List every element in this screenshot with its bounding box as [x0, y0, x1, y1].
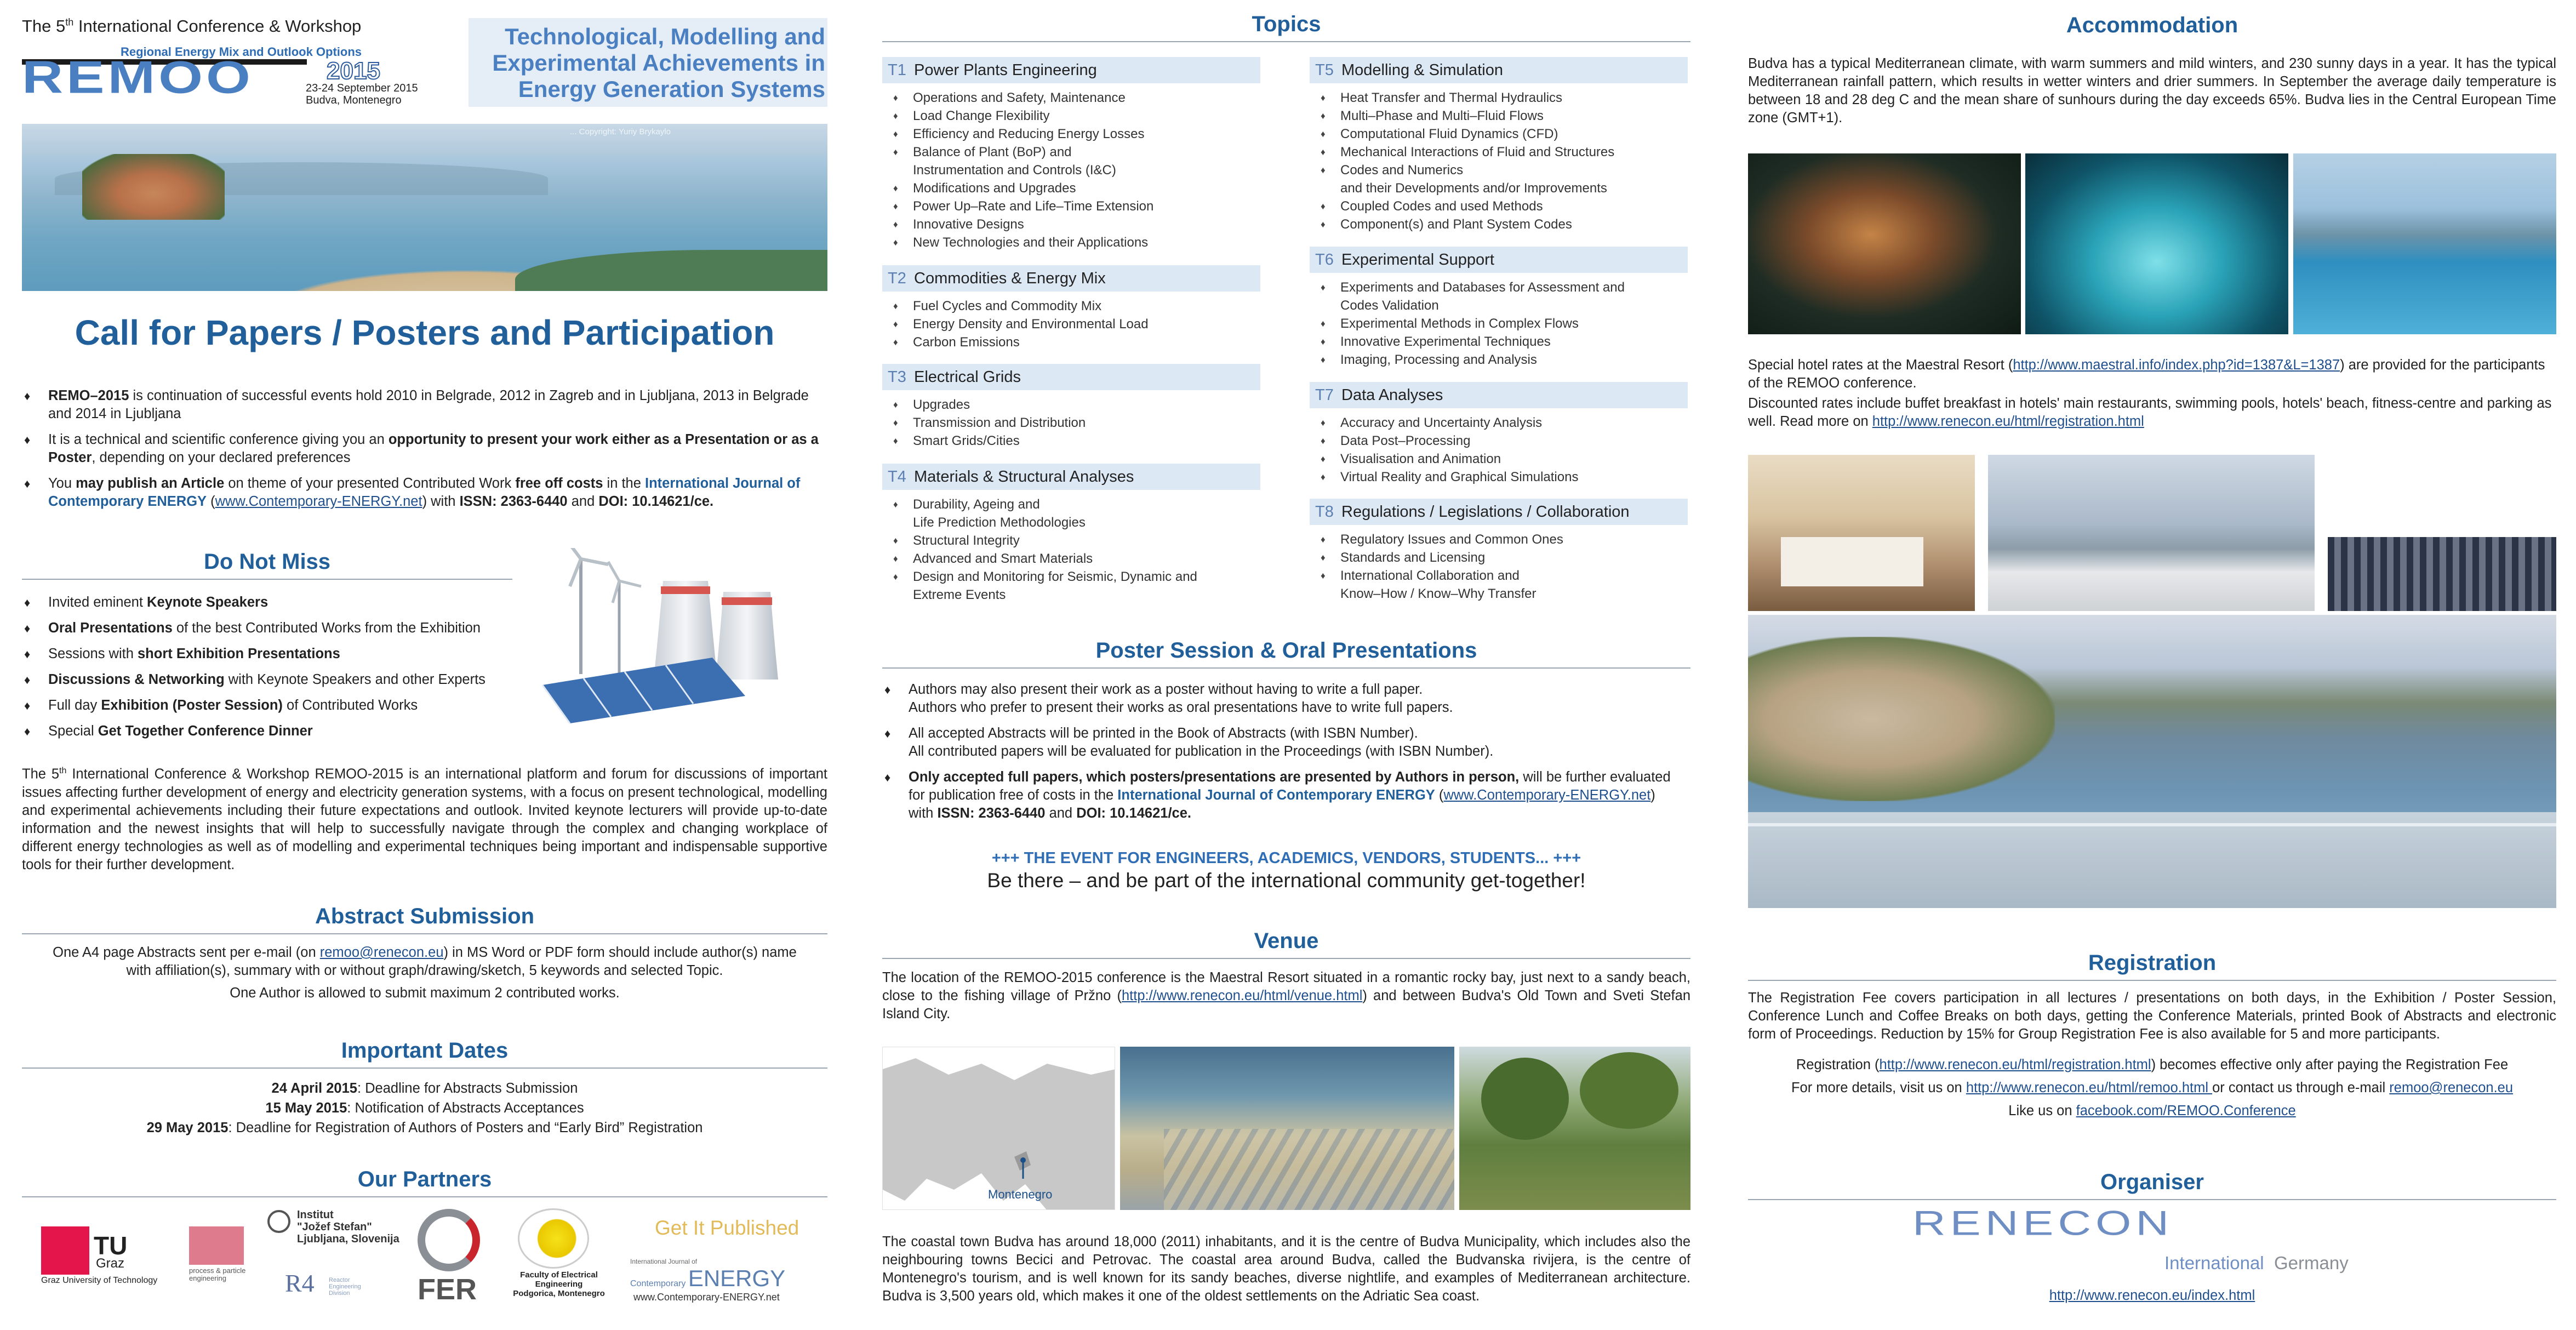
- facebook-link[interactable]: facebook.com/REMOO.Conference: [2076, 1103, 2296, 1118]
- topic-item: ♦ Durability, Ageing and: [882, 495, 1260, 513]
- topic-group: [1310, 382, 1688, 486]
- topic-item: ♦ Regulatory Issues and Common Ones: [1310, 530, 1688, 549]
- topic-item: ♦ Virtual Reality and Graphical Simulations: [1310, 468, 1688, 486]
- email-link[interactable]: remoo@renecon.eu: [2389, 1080, 2514, 1095]
- resort-bay-photo: [1748, 615, 2556, 908]
- do-not-miss-heading: Do Not Miss: [22, 550, 512, 580]
- intro-item: ♦ It is a technical and scientific conference giving you an opportunity to present your work either as a Presentation or as a Poster, depending on your declared preferences: [22, 431, 827, 467]
- beach-photo: [1120, 1047, 1454, 1210]
- topic-header: T4 Materials & Structural Analyses: [882, 464, 1260, 490]
- topic-item: ♦ Codes and Numerics: [1310, 161, 1688, 179]
- ppe-logo: [189, 1226, 244, 1265]
- topic-item: ♦ Energy Density and Environmental Load: [882, 315, 1260, 333]
- journal-link[interactable]: www.Contemporary-ENERGY.net: [1443, 787, 1651, 803]
- topic-item: ♦ Data Post–Processing: [1310, 432, 1688, 450]
- photo-credit: ... Copyright: Yuriy Brykaylo: [570, 127, 671, 136]
- email-link[interactable]: remoo@renecon.eu: [319, 945, 444, 960]
- topic-item: Codes Validation: [1340, 298, 1439, 313]
- registration-link[interactable]: http://www.renecon.eu/html/registration.html: [1879, 1057, 2151, 1072]
- topic-item: ♦ Fuel Cycles and Commodity Mix: [882, 297, 1260, 315]
- dnm-item: ♦ Full day Exhibition (Poster Session) of Contributed Works: [22, 697, 515, 715]
- get-it-published-logo: Get It Published: [655, 1217, 799, 1239]
- conference-hall-photo: [2328, 455, 2556, 611]
- accommodation-heading: Accommodation: [2066, 13, 2238, 37]
- fer-text: FER: [418, 1273, 477, 1306]
- budva-paragraph: The coastal town Budva has around 18,000 (2011) inhabitants, and it is the centre of Budva Municipality, which includes also the neighbouring towns Becici and Petrovac. The coastal area around Budva, called the Budvanska rivijera, is the centre of Montenegro's tourism, and is well known for its sandy beaches, diverse nightlife, and examples of Mediterranean architecture. Budva is 3,500 years old, which makes it one of the oldest settlements on the Adriatic Sea coast.: [882, 1234, 1690, 1304]
- abstract-heading: Abstract Submission: [22, 904, 827, 934]
- fer-logo: [418, 1209, 480, 1271]
- map-pin-head: [1020, 1157, 1026, 1163]
- topic-item: ♦ Computational Fluid Dynamics (CFD): [1310, 125, 1688, 143]
- renecon-subtitle: International Germany: [2164, 1253, 2349, 1273]
- event-slogan: +++ THE EVENT FOR ENGINEERS, ACADEMICS, VENDORS, STUDENTS... +++: [991, 849, 1581, 867]
- topic-item: ♦ International Collaboration and: [1310, 567, 1688, 585]
- poster-item: ♦ Authors may also present their work as a poster without having to write a full paper. Authors who prefer to present their works as oral presentations have to write full papers.: [882, 681, 1690, 717]
- topic-item: ♦ Efficiency and Reducing Energy Losses: [882, 125, 1260, 143]
- map-label: Montenegro: [988, 1188, 1053, 1201]
- topic-item: ♦ Component(s) and Plant System Codes: [1310, 215, 1688, 233]
- topic-header: T5 Modelling & Simulation: [1310, 57, 1688, 83]
- turbine-blades: [564, 548, 608, 586]
- topic-item: ♦ Innovative Experimental Techniques: [1310, 333, 1688, 351]
- poster-heading: Poster Session & Oral Presentations: [882, 638, 1690, 669]
- topic-item: ♦ Transmission and Distribution: [882, 414, 1260, 432]
- about-paragraph: The 5th International Conference & Workshop REMOO-2015 is an international platform and forum for discussions of important issues affecting further development of energy and electricity generation systems, with a focus on present technological, modelling and experimental achievements including their future expectations and outlook. Invited keynote lecturers will provide up-to-date information and the newest insights that will help to successfully navigate through the complex and changing workplace of different energy technologies as well as of modelling and experimental techniques being important and indispensable supportive tools for their further development.: [22, 766, 827, 872]
- topic-group: [882, 265, 1260, 351]
- journal-link[interactable]: www.Contemporary-ENERGY.net: [215, 494, 422, 509]
- conference-date-place: 23-24 September 2015 Budva, Montenegro: [306, 82, 418, 106]
- podgorica-faculty-logo: [518, 1208, 589, 1269]
- topic-group: [1310, 247, 1688, 369]
- topic-item: and their Developments and/or Improvements: [1340, 181, 1607, 196]
- topic-item: ♦ Innovative Designs: [882, 215, 1260, 233]
- climate-paragraph: Budva has a typical Mediterranean climate, with warm summers and mild winters, and 230 sunny days in a year. It has the typical Mediterranean rainfall pattern, which results in wetter winters and drier summers. In September the average daily temperature is between 18 and 28 deg C and the mean share of sunhours during the day exceeds 65%. Budva lies in the Central European Time zone (GMT+1).: [1748, 56, 2556, 125]
- park-photo: [1459, 1047, 1690, 1210]
- topic-item: ♦ Coupled Codes and used Methods: [1310, 197, 1688, 215]
- renecon-link[interactable]: http://www.renecon.eu/index.html: [2049, 1288, 2255, 1303]
- topic-header: T1 Power Plants Engineering: [882, 57, 1260, 83]
- main-title: Call for Papers / Posters and Participation: [75, 313, 775, 352]
- date-item: 29 May 2015: Deadline for Registration of Authors of Posters and “Early Bird” Registration: [146, 1120, 703, 1135]
- renecon-url: [1748, 1287, 2556, 1305]
- partner-logos: [22, 1206, 827, 1315]
- do-not-miss-list: [22, 593, 515, 748]
- spa-pool-photo: [2025, 153, 2288, 334]
- registration-details: Registration (http://www.renecon.eu/html/registration.html) becomes effective only after paying the Registration Fee For more details, visit us on http://www.renecon.eu/html/remoo.html or contact us through e-mail remoo@renecon.eu Like us on facebook.com/REMOO.Conference: [1791, 1057, 2514, 1118]
- organiser-heading: Organiser: [1748, 1170, 2556, 1200]
- venue-link[interactable]: http://www.renecon.eu/html/venue.html: [1121, 988, 1363, 1003]
- tu-graz-name: Graz University of Technology: [41, 1276, 158, 1285]
- hotel-room-photo: [1748, 455, 1975, 611]
- discount-paragraph: Discounted rates include buffet breakfast in hotels' main restaurants, swimming pools, hotels' beach, fitness-centre and parking as well. Read more on http://www.renecon.eu/html/registration.html: [1748, 396, 2552, 429]
- budva-coast-photo: [22, 124, 827, 291]
- topic-group: [882, 364, 1260, 450]
- tu-graz-logo: TU Graz: [41, 1226, 118, 1275]
- energy-illustration: [532, 548, 827, 729]
- resort-night-photo: [1748, 153, 2021, 334]
- topic-item: ♦ Standards and Licensing: [1310, 549, 1688, 567]
- poster-item: ♦ Only accepted full papers, which posters/presentations are presented by Authors in person, will be further evaluated for publication free of costs in the International Journal of Contemporary ENERGY (www.Contemporary-ENERGY.net) with ISSN: 2363-6440 and DOI: 10.14621/ce.: [882, 768, 1690, 823]
- hotel-rates-paragraph: Special hotel rates at the Maestral Resort (http://www.maestral.info/index.php?id=1387&L=1387) are provided for the participants of the REMOO conference.: [1748, 357, 2545, 391]
- topic-item: ♦ Advanced and Smart Materials: [882, 550, 1260, 568]
- journal-logo: International Journal of Contemporary ENERGY www.Contemporary-ENERGY.net: [630, 1258, 786, 1303]
- topic-item: ♦ Smart Grids/Cities: [882, 432, 1260, 450]
- topic-item: ♦ Balance of Plant (BoP) and: [882, 143, 1260, 161]
- date-item: 15 May 2015: Notification of Abstracts Acceptances: [265, 1100, 584, 1116]
- venue-heading: Venue: [882, 929, 1690, 959]
- topic-group: [1310, 57, 1688, 233]
- topics-heading: Topics: [882, 12, 1690, 42]
- community-slogan: Be there – and be part of the international community get-together!: [987, 869, 1586, 892]
- topic-item: ♦ Upgrades: [882, 396, 1260, 414]
- topic-item: ♦ Power Up–Rate and Life–Time Extension: [882, 197, 1260, 215]
- topic-item: ♦ Operations and Safety, Maintenance: [882, 89, 1260, 107]
- remoo-link[interactable]: http://www.renecon.eu/html/remoo.html: [1966, 1080, 2213, 1095]
- abstract-text: One A4 page Abstracts sent per e-mail (on remoo@renecon.eu) in MS Word or PDF form should include author(s) name with affiliation(s), summary with or without graph/drawing/sketch, 5 keywords and selected Topic. One Author is allowed to submit maximum 2 contributed works.: [53, 945, 797, 1001]
- topic-item: ♦ Accuracy and Uncertainty Analysis: [1310, 414, 1688, 432]
- intro-list: [22, 387, 827, 518]
- registration-paragraph: The Registration Fee covers participation in all lectures / presentations on both days, in the Exhibition / Poster Session, Conference Lunch and Coffee Breaks on both days, getting the Conference Materials, printed Book of Abstracts and electronic form of Proceedings. Reduction by 15% for Group Registration Fee is also available for 5 and more participants.: [1748, 990, 2556, 1042]
- topic-item: ♦ Experiments and Databases for Assessment and: [1310, 278, 1688, 296]
- topic-group: [1310, 499, 1688, 603]
- europe-map: [882, 1047, 1115, 1210]
- tower-stripe: [722, 597, 772, 605]
- ijs-logo: [267, 1210, 290, 1233]
- dnm-item: ♦ Oral Presentations of the best Contributed Works from the Exhibition: [22, 619, 515, 637]
- r4-logo: R4: [285, 1269, 315, 1297]
- date-item: 24 April 2015: Deadline for Abstracts Submission: [271, 1081, 578, 1096]
- right-column: [1748, 0, 2556, 1330]
- r4-text: Reactor Engineering Division: [329, 1277, 361, 1297]
- restaurant-terrace-photo: [1988, 455, 2315, 611]
- topic-item: ♦ Design and Monitoring for Seismic, Dynamic and: [882, 568, 1260, 586]
- poster-list: [882, 681, 1690, 830]
- dnm-item: ♦ Sessions with short Exhibition Presentations: [22, 645, 515, 663]
- solar-panels: [542, 658, 745, 723]
- turbine-blades: [608, 562, 641, 603]
- registration-link[interactable]: http://www.renecon.eu/html/registration.html: [1872, 414, 2144, 429]
- topic-item: ♦ Visualisation and Animation: [1310, 450, 1688, 468]
- intro-item: ♦ You may publish an Article on theme of your presented Contributed Work free off costs in the International Journal of Contemporary ENERGY (www.Contemporary-ENERGY.net) with ISSN: 2363-6440 and DOI: 10.14621/ce.: [22, 475, 827, 511]
- topic-item: ♦ Load Change Flexibility: [882, 107, 1260, 125]
- topic-item: Life Prediction Methodologies: [913, 515, 1086, 530]
- topic-item: Extreme Events: [913, 587, 1006, 602]
- ijs-text: Institut "Jožef Stefan" Ljubljana, Slovenija: [297, 1209, 399, 1245]
- topic-header: T3 Electrical Grids: [882, 364, 1260, 390]
- partners-heading: Our Partners: [22, 1167, 827, 1197]
- topic-item: ♦ Heat Transfer and Thermal Hydraulics: [1310, 89, 1688, 107]
- topic-item: ♦ Carbon Emissions: [882, 333, 1260, 351]
- dnm-item: ♦ Invited eminent Keynote Speakers: [22, 593, 515, 612]
- conference-subtitle: Regional Energy Mix and Outlook Options: [121, 45, 362, 59]
- dates-heading: Important Dates: [22, 1038, 827, 1069]
- tower-stripe: [661, 586, 710, 594]
- topic-item: ♦ Experimental Methods in Complex Flows: [1310, 315, 1688, 333]
- intro-item: ♦ REMO–2015 is continuation of successful events hold 2010 in Belgrade, 2012 in Zagreb and in Ljubljana, 2013 in Belgrade and 2014 in Ljubljana: [22, 387, 827, 423]
- topic-item: Know–How / Know–Why Transfer: [1340, 586, 1537, 601]
- topic-item: ♦ New Technologies and their Applications: [882, 233, 1260, 252]
- topic-header: T7 Data Analyses: [1310, 382, 1688, 408]
- podgorica-faculty-text: Faculty of Electrical Engineering Podgorica, Montenegro: [513, 1270, 605, 1298]
- topic-header: T6 Experimental Support: [1310, 247, 1688, 273]
- left-column: [22, 0, 827, 1330]
- ppe-text: process & particle engineering: [189, 1266, 246, 1282]
- poster-item: ♦ All accepted Abstracts will be printed in the Book of Abstracts (with ISBN Number). All contributed papers will be evaluated for publication in the Proceedings (with ISBN Number).: [882, 724, 1690, 761]
- topic-item: ♦ Mechanical Interactions of Fluid and Structures: [1310, 143, 1688, 161]
- dates-list: [22, 1078, 827, 1138]
- topic-header: T2 Commodities & Energy Mix: [882, 265, 1260, 292]
- conference-name: The 5th International Conference & Workshop: [22, 16, 362, 36]
- topic-group: [882, 464, 1260, 604]
- topic-item: ♦ Modifications and Upgrades: [882, 179, 1260, 197]
- topic-header: T8 Regulations / Legislations / Collaboration: [1310, 499, 1688, 525]
- logo-year: 2015: [327, 58, 380, 84]
- dnm-item: ♦ Special Get Together Conference Dinner: [22, 722, 515, 740]
- maestral-link[interactable]: http://www.maestral.info/index.php?id=1387&L=1387: [2013, 357, 2340, 373]
- remoo-logo: REMOO: [22, 52, 254, 103]
- renecon-logo: RENECON: [1912, 1203, 2174, 1242]
- venue-paragraph: The location of the REMOO-2015 conference is the Maestral Resort situated in a romantic rocky bay, just next to a sandy beach, close to the fishing village of Pržno (http://www.renecon.eu/html/venue.html) and between Budva's Old Town and Sveti Stefan Island City.: [882, 970, 1690, 1021]
- topic-item: Instrumentation and Controls (I&C): [913, 163, 1116, 178]
- topic-group: [882, 57, 1260, 252]
- topic-item: ♦ Multi–Phase and Multi–Fluid Flows: [1310, 107, 1688, 125]
- topic-item: ♦ Imaging, Processing and Analysis: [1310, 351, 1688, 369]
- topic-item: ♦ Structural Integrity: [882, 532, 1260, 550]
- outdoor-pool-photo: [2293, 153, 2556, 334]
- map-shapes: [883, 1047, 1115, 1210]
- registration-heading: Registration: [1748, 951, 2556, 981]
- middle-column: [882, 0, 1690, 1330]
- dnm-item: ♦ Discussions & Networking with Keynote Speakers and other Experts: [22, 671, 515, 689]
- theme-title: Technological, Modelling and Experimental Achievements in Energy Generation Systems: [469, 18, 827, 107]
